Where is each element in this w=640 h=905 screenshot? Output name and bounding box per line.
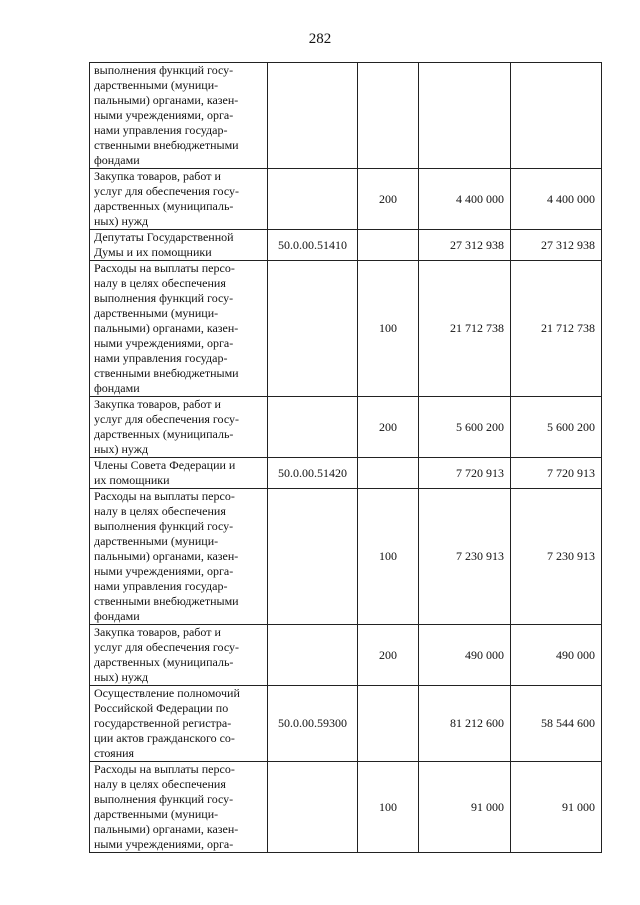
expense-name-cell	[90, 230, 268, 261]
target-code-cell	[268, 397, 358, 458]
expense-name-line: услуг для обеспечения госу-	[94, 184, 240, 198]
expense-name-line: Расходы на выплаты персо-	[94, 762, 235, 776]
expense-name-cell	[90, 762, 268, 853]
amount-b-cell: 7 720 913	[511, 458, 602, 489]
expense-name-line: пальными) органами, казен-	[94, 321, 239, 335]
amount-a-cell	[419, 63, 511, 169]
amount-b-cell: 4 400 000	[511, 169, 602, 230]
expense-name-line: пальными) органами, казен-	[94, 822, 239, 836]
amount-a-cell: 81 212 600	[419, 686, 511, 762]
expense-name-cell	[90, 397, 268, 458]
expense-name-line: дарственных (муниципаль-	[94, 655, 234, 669]
amount-a-cell: 5 600 200	[419, 397, 511, 458]
expense-name-cell	[90, 686, 268, 762]
expense-name-line: ными учреждениями, орга-	[94, 108, 234, 122]
expense-name-cell	[90, 261, 268, 397]
expense-name-line: Российской Федерации по	[94, 701, 229, 715]
expense-name-line: дарственными (муници-	[94, 534, 219, 548]
expense-name-cell	[90, 169, 268, 230]
table-row	[90, 169, 602, 230]
amount-b-cell: 58 544 600	[511, 686, 602, 762]
expense-name-cell	[90, 458, 268, 489]
expense-name-line: стояния	[94, 746, 135, 760]
expense-name-line: дарственными (муници-	[94, 78, 219, 92]
target-code-cell	[268, 63, 358, 169]
amount-b-cell: 490 000	[511, 625, 602, 686]
amount-a-cell: 7 720 913	[419, 458, 511, 489]
expense-name-line: Закупка товаров, работ и	[94, 397, 221, 411]
expense-name-line: ными учреждениями, орга-	[94, 564, 234, 578]
expense-name-cell	[90, 489, 268, 625]
target-code-cell	[268, 489, 358, 625]
amount-a-cell: 21 712 738	[419, 261, 511, 397]
expense-name-line: выполнения функций госу-	[94, 291, 234, 305]
expense-name-line: выполнения функций госу-	[94, 63, 234, 77]
table-row	[90, 762, 602, 853]
expense-name-line: ных) нужд	[94, 442, 149, 456]
expense-name-line: пальными) органами, казен-	[94, 93, 239, 107]
amount-a-cell: 7 230 913	[419, 489, 511, 625]
expense-name-line: ственными внебюджетными	[94, 594, 239, 608]
expense-type-cell	[358, 230, 419, 261]
expense-type-cell	[358, 63, 419, 169]
expense-type-cell: 100	[358, 261, 419, 397]
table-row	[90, 230, 602, 261]
expense-name-line: выполнения функций госу-	[94, 792, 234, 806]
target-code-cell	[268, 625, 358, 686]
expense-name-line: дарственными (муници-	[94, 807, 219, 821]
expense-name-line: нами управления государ-	[94, 123, 228, 137]
expense-name-line: фондами	[94, 381, 140, 395]
expense-name-line: нами управления государ-	[94, 579, 228, 593]
target-code-cell	[268, 762, 358, 853]
expense-name-line: выполнения функций госу-	[94, 519, 234, 533]
expense-name-line: нами управления государ-	[94, 351, 228, 365]
target-code-cell	[268, 169, 358, 230]
expense-name-line: ции актов гражданского со-	[94, 731, 235, 745]
amount-a-cell: 91 000	[419, 762, 511, 853]
table-row	[90, 397, 602, 458]
budget-table-body	[90, 63, 602, 853]
expense-name-line: государственной регистра-	[94, 716, 232, 730]
amount-a-cell: 27 312 938	[419, 230, 511, 261]
expense-name-line: ными учреждениями, орга-	[94, 837, 234, 851]
expense-name-line: услуг для обеспечения госу-	[94, 412, 240, 426]
expense-name-cell	[90, 63, 268, 169]
expense-type-cell: 200	[358, 625, 419, 686]
expense-name-line: фондами	[94, 609, 140, 623]
amount-b-cell	[511, 63, 602, 169]
amount-a-cell: 4 400 000	[419, 169, 511, 230]
expense-name-line: налу в целях обеспечения	[94, 276, 226, 290]
amount-a-cell: 490 000	[419, 625, 511, 686]
amount-b-cell: 5 600 200	[511, 397, 602, 458]
table-row	[90, 625, 602, 686]
amount-b-cell: 21 712 738	[511, 261, 602, 397]
target-code-cell: 50.0.00.51410	[268, 230, 358, 261]
expense-name-line: пальными) органами, казен-	[94, 549, 239, 563]
expense-name-line: фондами	[94, 153, 140, 167]
expense-name-line: услуг для обеспечения госу-	[94, 640, 240, 654]
expense-name-line: Закупка товаров, работ и	[94, 625, 221, 639]
expense-name-line: Закупка товаров, работ и	[94, 169, 221, 183]
expense-name-cell	[90, 625, 268, 686]
expense-type-cell	[358, 686, 419, 762]
expense-name-line: Осуществление полномочий	[94, 686, 240, 700]
table-row	[90, 458, 602, 489]
expense-name-line: их помощники	[94, 473, 170, 487]
expense-name-line: Члены Совета Федерации и	[94, 458, 236, 472]
table-row	[90, 686, 602, 762]
expense-name-line: Расходы на выплаты персо-	[94, 261, 235, 275]
target-code-cell: 50.0.00.59300	[268, 686, 358, 762]
expense-name-line: ственными внебюджетными	[94, 366, 239, 380]
budget-table	[89, 62, 602, 853]
target-code-cell	[268, 261, 358, 397]
expense-name-line: налу в целях обеспечения	[94, 504, 226, 518]
expense-name-line: ными учреждениями, орга-	[94, 336, 234, 350]
page-number: 282	[308, 31, 332, 47]
expense-name-line: ственными внебюджетными	[94, 138, 239, 152]
expense-type-cell: 200	[358, 397, 419, 458]
expense-name-line: Расходы на выплаты персо-	[94, 489, 235, 503]
expense-name-line: дарственных (муниципаль-	[94, 427, 234, 441]
table-row	[90, 261, 602, 397]
expense-type-cell: 200	[358, 169, 419, 230]
table-row	[90, 489, 602, 625]
expense-type-cell	[358, 458, 419, 489]
expense-name-line: Думы и их помощники	[94, 245, 212, 259]
expense-name-line: Депутаты Государственной	[94, 230, 234, 244]
target-code-cell: 50.0.00.51420	[268, 458, 358, 489]
table-row	[90, 63, 602, 169]
expense-name-line: ных) нужд	[94, 670, 149, 684]
amount-b-cell: 7 230 913	[511, 489, 602, 625]
amount-b-cell: 27 312 938	[511, 230, 602, 261]
expense-type-cell: 100	[358, 762, 419, 853]
expense-name-line: ных) нужд	[94, 214, 149, 228]
expense-type-cell: 100	[358, 489, 419, 625]
expense-name-line: дарственных (муниципаль-	[94, 199, 234, 213]
expense-name-line: дарственными (муници-	[94, 306, 219, 320]
amount-b-cell: 91 000	[511, 762, 602, 853]
expense-name-line: налу в целях обеспечения	[94, 777, 226, 791]
